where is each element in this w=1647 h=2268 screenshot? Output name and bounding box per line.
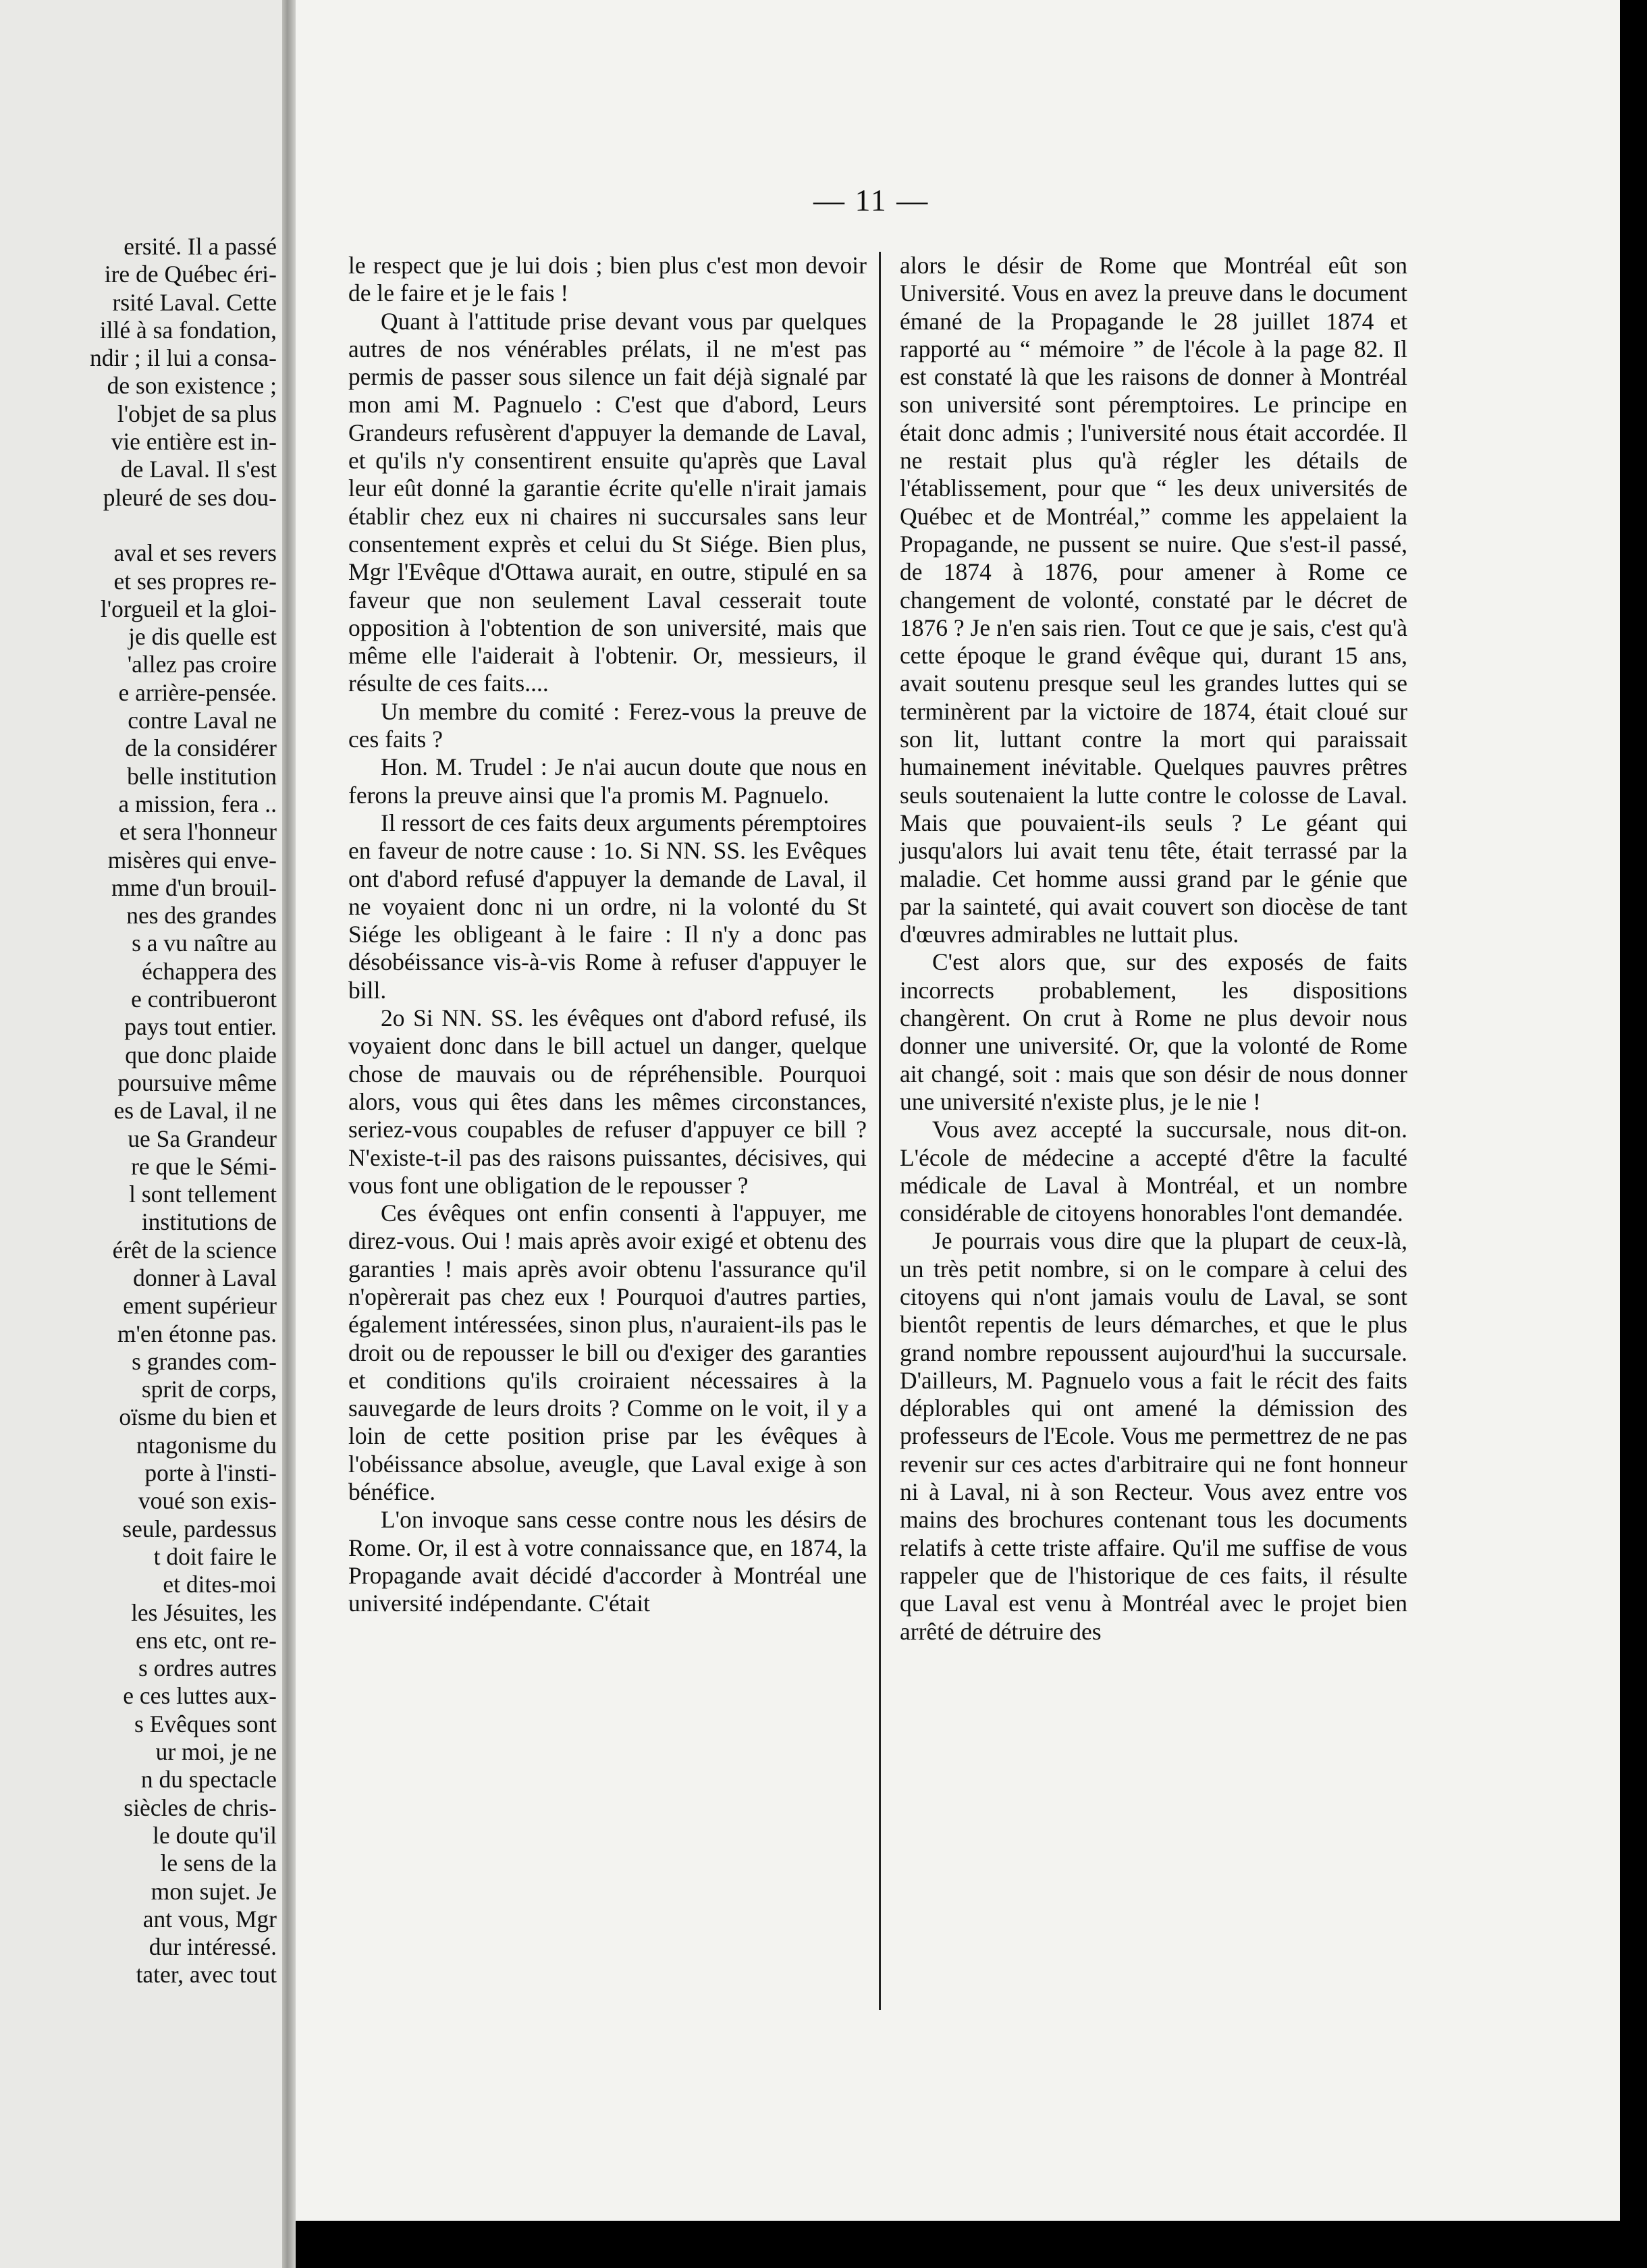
paragraph: C'est alors que, sur des exposés de faits incorrects probablement, les dispositions changèrent. On crut à Rome ne plus devoir nous donner une université. Or, que la volonté de Rome ait changé, soit : mais que son désir de nous donner une université n'existe plus, je le nie ! [900, 948, 1407, 1115]
facing-page-line: le sens de la [160, 1850, 277, 1877]
facing-page-line: s grandes com- [132, 1347, 277, 1375]
paragraph: Je pourrais vous dire que la plupart de ceux-là, un très petit nombre, si on le compare à celui des citoyens qui n'ont jamais voulu de Laval, se sont bientôt repentis de leurs démarches, et que le plus grand nombre repoussent aujourd'hui la succursale. D'ailleurs, M. Pagnuelo vous a fait le récit des faits déplorables qui ont amené la démission des professeurs de l'Ecole. Vous me permettrez de ne pas revenir sur ces actes d'arbitraire qui ne font honneur ni à Laval, ni à son Recteur. Vous avez entre vos mains des brochures contenant tous les documents relatifs à cette triste affaire. Qu'il me suffise de vous rappeler que de l'historique de ces faits, il résulte que Laval est venu à Montréal avec le projet bien arrêté de détruire des [900, 1227, 1407, 1645]
text-column-right [900, 252, 1407, 1646]
paragraph: Hon. M. Trudel : Je n'ai aucun doute que nous en ferons la preuve ainsi que l'a promis M. Pagnuelo. [348, 753, 867, 809]
facing-page-line: s ordres autres [138, 1654, 277, 1682]
paragraph: Vous avez accepté la succursale, nous dit-on. L'école de médecine a accepté d'être la faculté médicale de Laval à Montréal, et un nombre considérable de citoyens honorables l'ont demandée. [900, 1116, 1407, 1227]
facing-page-line: ue Sa Grandeur [128, 1125, 277, 1152]
facing-page-line: ersité. Il a passé [124, 233, 277, 260]
facing-page-line: ndir ; il lui a consa- [89, 344, 277, 372]
paragraph: Quant à l'attitude prise devant vous par quelques autres de nos vénérables prélats, il ne m'est pas permis de passer sous silence un fait déjà signalé par mon ami M. Pagnuelo : C'est que d'abord, Leurs Grandeurs refusèrent d'appuyer la demande de Laval, et qu'ils n'y consentirent ensuite qu'après que Laval leur eût donné la garantie écrite qu'elle n'irait jamais établir chez eux ni chaires ni succursales sans leur consentement exprès et celui du St Siége. Bien plus, Mgr l'Evêque d'Ottawa aurait, en outre, stipulé en sa faveur que non seulement Laval cesserait toute opposition à l'obtention de son université, mais que même elle l'aiderait à l'obtenir. Or, messieurs, il résulte de ces faits.... [348, 307, 867, 697]
facing-page-line: n du spectacle [140, 1766, 277, 1793]
book-gutter [282, 0, 296, 2268]
facing-page-line: ntagonisme du [136, 1431, 277, 1459]
facing-page-line: e arrière-pensée. [118, 678, 277, 706]
facing-page-line: siècles de chris- [124, 1793, 277, 1821]
facing-page-line: l'objet de sa plus [117, 400, 277, 427]
facing-page-line: s Evêques sont [134, 1710, 277, 1737]
facing-page-line: mon sujet. Je [151, 1877, 277, 1905]
facing-page-line: de son existence ; [107, 372, 277, 400]
facing-page-line: vie entière est in- [111, 428, 277, 456]
facing-page-line: de la considérer [125, 734, 277, 762]
scan-border-bottom [296, 2221, 1620, 2268]
facing-page-line: ement supérieur [123, 1292, 277, 1320]
facing-page-line: 'allez pas croire [127, 651, 277, 678]
facing-page-line: ur moi, je ne [155, 1738, 277, 1766]
facing-page-line: es de Laval, il ne [113, 1097, 277, 1125]
page-number: — 11 — [813, 183, 929, 217]
paragraph: Il ressort de ces faits deux arguments péremptoires en faveur de notre cause : 1o. Si NN. SS. les Evêques ont d'abord refusé d'appuyer la demande de Laval, il ne voyaient donc ni un ordre, ni la volonté du St Siége les obligeant à le faire : Il n'y a donc pas désobéissance vis-à-vis Rome à refuser d'appuyer le bill. [348, 809, 867, 1004]
facing-page-line: le doute qu'il [153, 1821, 277, 1849]
facing-page-line: pleuré de ses dou- [103, 483, 277, 511]
facing-page-line: ire de Québec éri- [104, 261, 277, 288]
facing-page-line: s a vu naître au [132, 929, 277, 957]
facing-page-line: misères qui enve- [107, 846, 277, 873]
facing-page-line: de Laval. Il s'est [120, 456, 277, 483]
paragraph: alors le désir de Rome que Montréal eût son Université. Vous en avez la preuve dans le document émané de la Propagande le 28 juillet 1874 et rapporté au “ mémoire ” de l'école à la page 82. Il est constaté là que les raisons de donner à Montréal son université sont péremptoires. Le principe en était donc admis ; l'université nous était accordée. Il ne restait plus qu'à régler les détails de l'établissement, pour que “ les deux universités de Québec et de Montréal,” comme les appelaient la Propagande, ne pussent se nuire. Que s'est-il passé, de 1874 à 1876, pour amener à Rome ce changement de volonté, constaté par le décret de 1876 ? Je n'en sais rien. Tout ce que je sais, c'est qu'à cette époque le grand évêque qui, durant 15 ans, avait soutenu presque seul les grandes luttes qui se terminèrent par la victoire de 1874, était cloué sur son lit, luttant contre la mort qui paraissait humainement inévitable. Quelques pauvres prêtres seuls soutenaient la lutte contre le colosse de Laval. Mais que pouvaient-ils seuls ? Le géant qui jusqu'alors lui avait tenu tête, était terrassé par la maladie. Cet homme aussi grand par le génie que par la sainteté, qui avait couvert son diocèse de tant d'œuvres admirables ne luttait plus. [900, 252, 1407, 948]
facing-page-line [0, 512, 277, 539]
facing-page-line: nes des grandes [126, 902, 277, 929]
facing-page-line: contre Laval ne [128, 707, 277, 734]
facing-page-line: pays tout entier. [124, 1013, 277, 1041]
facing-page-line: oïsme du bien et [119, 1403, 277, 1431]
facing-page-line: rsité Laval. Cette [112, 288, 277, 316]
facing-page-line: dur intéressé. [148, 1933, 277, 1961]
facing-page-line: les Jésuites, les [131, 1598, 277, 1626]
facing-page-line: donner à Laval [133, 1264, 277, 1291]
facing-page-line: institutions de [141, 1208, 277, 1236]
facing-page-line: e ces luttes aux- [123, 1682, 277, 1710]
facing-page-text [0, 233, 277, 1989]
facing-page-line: seule, pardessus [122, 1515, 277, 1542]
facing-page-line: e contribueront [131, 986, 277, 1013]
paragraph: Ces évêques ont enfin consenti à l'appuyer, me direz-vous. Oui ! mais après avoir exigé et obtenu des garanties ! mais après avoir obtenu l'assurance qu'il n'opèrerait pas chez eux ! Pourquoi d'autres parties, également intéressées, sinon plus, n'auraient-ils pas le droit ou de repousser le bill ou d'exiger des garanties et conditions qu'ils croiraient nécessaires à la sauvegarde de leurs droits ? Comme on le voit, il y a loin de cette position prise par les évêques à l'obéissance absolue, aveugle, que Laval exige à son bénéfice. [348, 1199, 867, 1506]
paragraph: Un membre du comité : Ferez-vous la preuve de ces faits ? [348, 697, 867, 753]
facing-page-line: je dis quelle est [128, 623, 277, 651]
facing-page-line: ens etc, ont re- [136, 1626, 277, 1654]
facing-page-line: voué son exis- [138, 1487, 277, 1515]
facing-page-fragment [0, 0, 282, 2268]
facing-page-line: porte à l'insti- [144, 1459, 277, 1487]
facing-page-line: l sont tellement [129, 1181, 277, 1208]
facing-page-line: et sera l'honneur [119, 818, 277, 846]
facing-page-line: a mission, fera .. [118, 790, 277, 817]
facing-page-line: belle institution [127, 762, 277, 790]
facing-page-line: aval et ses revers [113, 539, 277, 567]
facing-page-line: t doit faire le [153, 1542, 277, 1570]
facing-page-line: re que le Sémi- [131, 1152, 277, 1180]
facing-page-line: mme d'un brouil- [111, 873, 277, 901]
column-divider [879, 252, 881, 2010]
facing-page-line: érêt de la science [112, 1236, 277, 1264]
facing-page-line: poursuive même [117, 1069, 277, 1096]
facing-page-line: ant vous, Mgr [142, 1905, 277, 1933]
facing-page-line: sprit de corps, [141, 1376, 277, 1403]
facing-page-line: que donc plaide [125, 1041, 277, 1069]
facing-page-line: m'en étonne pas. [117, 1320, 277, 1347]
text-column-left [348, 252, 867, 1618]
facing-page-line: et ses propres re- [113, 567, 277, 595]
paragraph: 2o Si NN. SS. les évêques ont d'abord refusé, ils voyaient donc dans le bill actuel un danger, quelque chose de mauvais ou de répréhensible. Pourquoi alors, vous qui êtes dans les mêmes circonstances, seriez-vous coupables de refuser d'appuyer ce bill ? N'existe-t-il pas des raisons puissantes, décisives, qui vous font une obligation de le repousser ? [348, 1004, 867, 1199]
scan-border-right [1620, 0, 1647, 2268]
facing-page-line: et dites-moi [163, 1571, 277, 1598]
facing-page-line: illé à sa fondation, [99, 316, 277, 344]
facing-page-line: l'orgueil et la gloi- [100, 595, 277, 622]
paragraph: le respect que je lui dois ; bien plus c'est mon devoir de le faire et je le fais ! [348, 252, 867, 307]
facing-page-line: tater, avec tout [136, 1961, 277, 1989]
facing-page-line: échappera des [141, 957, 277, 985]
paragraph: L'on invoque sans cesse contre nous les désirs de Rome. Or, il est à votre connaissance que, en 1874, la Propagande avait décidé d'accorder à Montréal une université indépendante. C'était [348, 1506, 867, 1617]
